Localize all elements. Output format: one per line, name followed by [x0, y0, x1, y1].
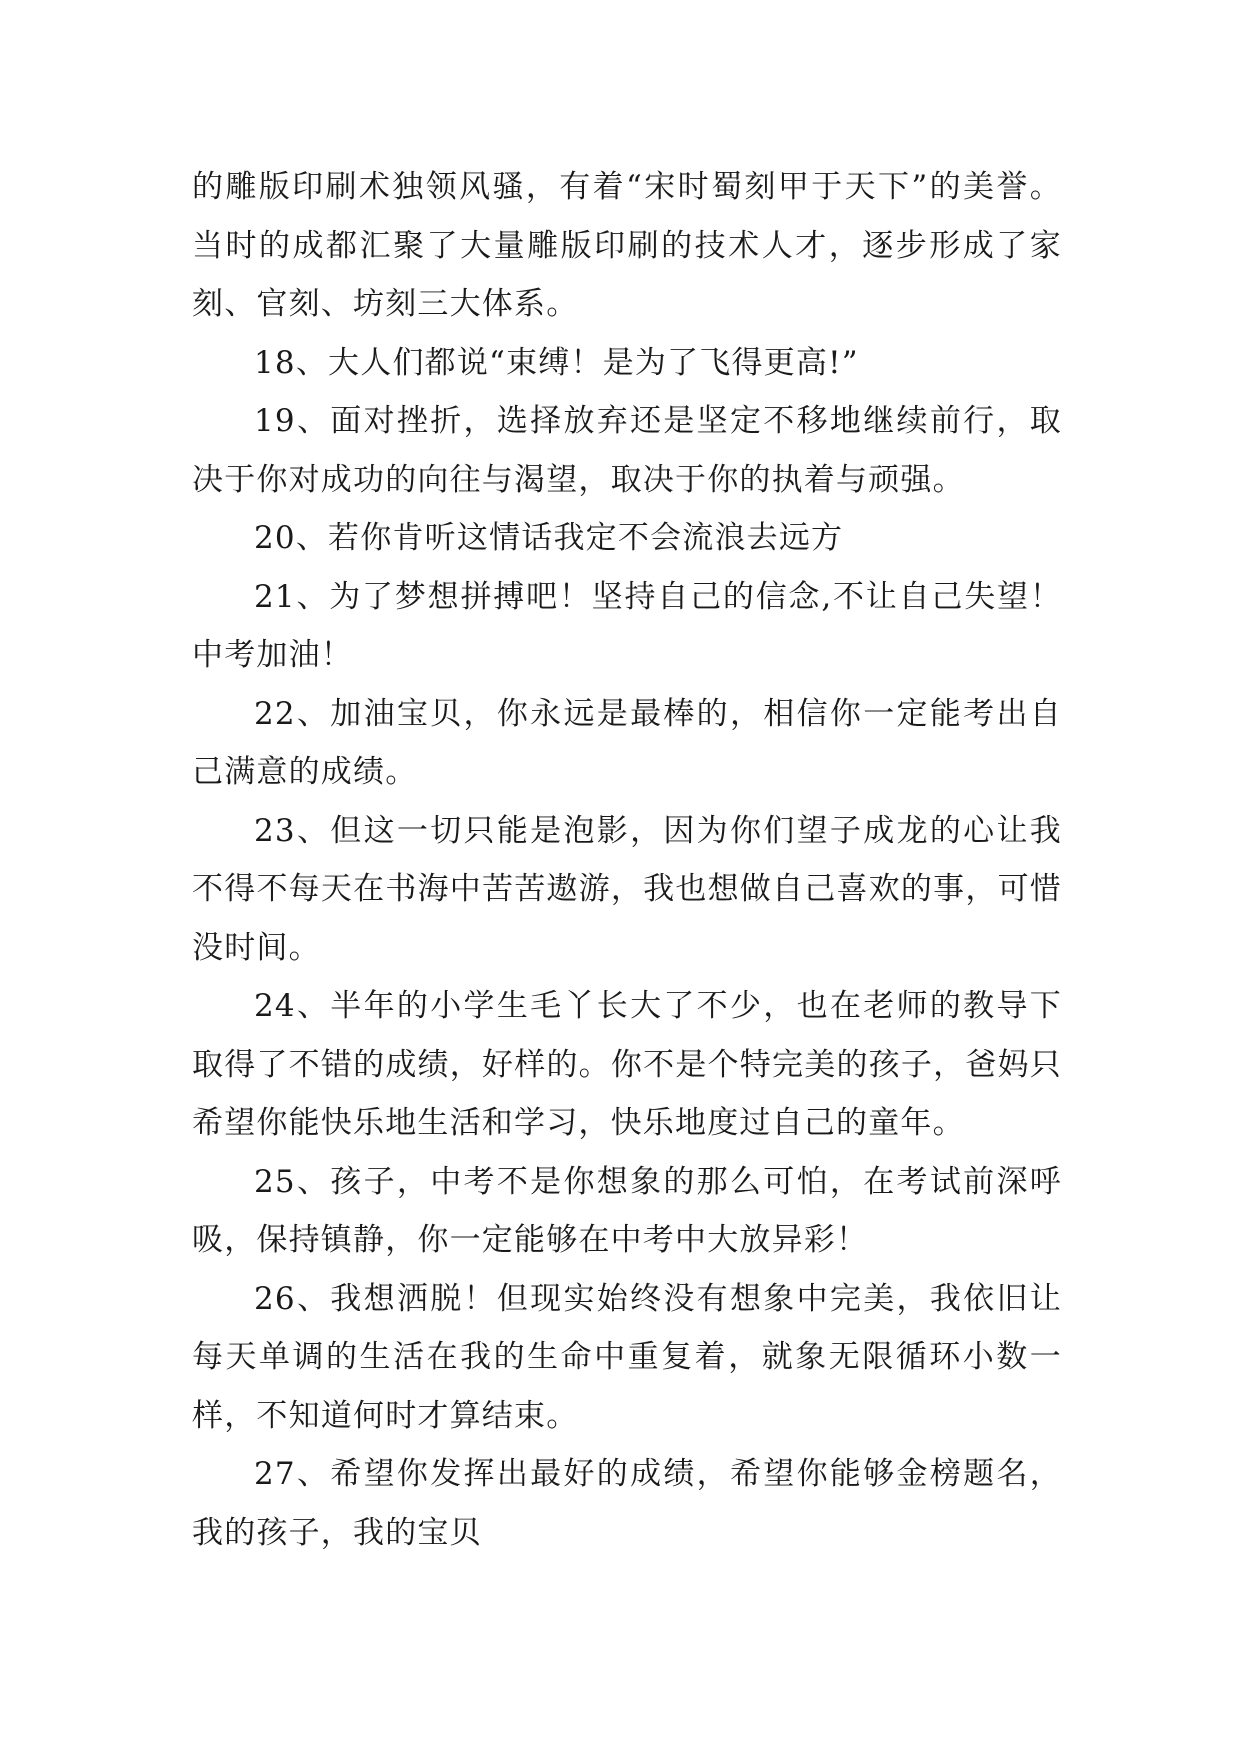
paragraph-27: 27、希望你发挥出最好的成绩，希望你能够金榜题名，我的孩子，我的宝贝 [192, 1456, 1062, 1551]
paragraph-20: 20、若你肯听这情话我定不会流浪去远方 [254, 520, 844, 556]
paragraph-25: 25、孩子，中考不是你想象的那么可怕，在考试前深呼吸，保持镇静，你一定能够在中考中大放异彩！ [192, 1163, 1062, 1258]
paragraph-19: 19、面对挫折，选择放弃还是坚定不移地继续前行，取决于你对成功的向往与渴望，取决于你的执着与顽强。 [192, 403, 1062, 498]
paragraph-24: 24、半年的小学生毛丫长大了不少，也在老师的教导下取得了不错的成绩，好样的。你不是个特完美的孩子，爸妈只希望你能快乐地生活和学习，快乐地度过自己的童年。 [192, 988, 1062, 1141]
paragraph-21: 21、为了梦想拼搏吧！坚持自己的信念,不让自己失望！中考加油！ [192, 578, 1062, 673]
paragraph-18: 18、大人们都说“束缚！是为了飞得更高!” [254, 344, 859, 381]
paragraph-continuation: 的雕版印刷术独领风骚，有着“宋时蜀刻甲于天下”的美誉。当时的成都汇聚了大量雕版印刷的技术人才，逐步形成了家刻、官刻、坊刻三大体系。 [192, 169, 1062, 322]
paragraph-22: 22、加油宝贝，你永远是最棒的，相信你一定能考出自己满意的成绩。 [192, 695, 1062, 790]
document-page [192, 158, 1062, 1562]
paragraph-23: 23、但这一切只能是泡影，因为你们望子成龙的心让我不得不每天在书海中苦苦遨游，我也想做自己喜欢的事，可惜没时间。 [192, 812, 1062, 966]
paragraph-26: 26、我想洒脱！但现实始终没有想象中完美，我依旧让每天单调的生活在我的生命中重复着，就象无限循环小数一样，不知道何时才算结束。 [192, 1280, 1062, 1434]
